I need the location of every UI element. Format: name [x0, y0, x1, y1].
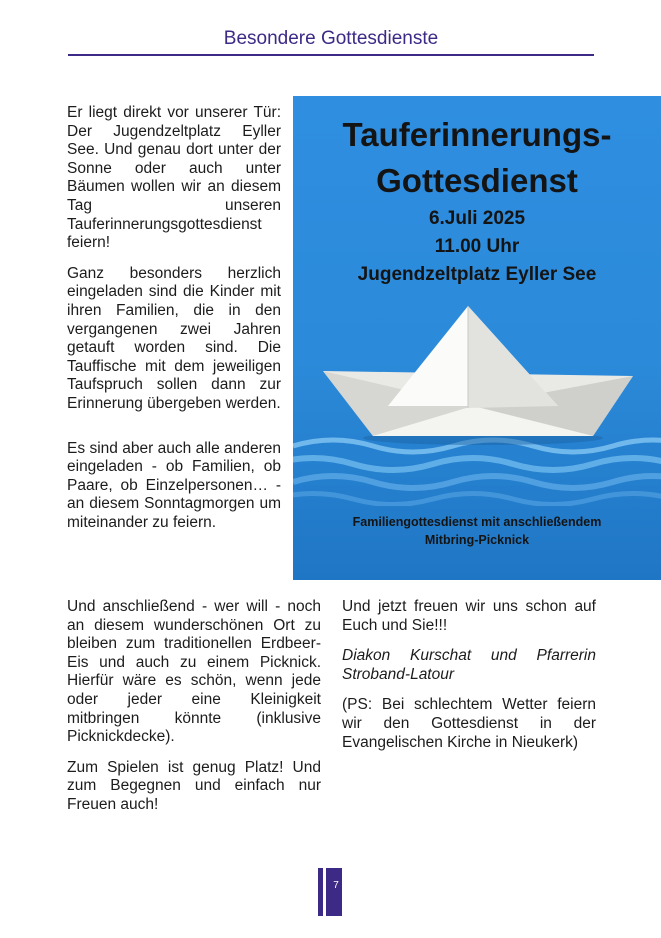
poster-location: Jugendzeltplatz Eyller See: [357, 264, 597, 285]
paragraph-play: Zum Spielen ist genug Platz! Und zum Begegnen und einfach nur Freuen auch!: [67, 758, 321, 813]
poster-title-line2: Gottesdienst: [376, 162, 578, 199]
event-poster: [293, 96, 661, 580]
paragraph-invitation-children: Ganz besonders herzlich eingeladen sind die Kinder mit ihren Familien, die in den vergangenen zwei Jahren getauft worden sind. Die Tauffische mit dem jeweiligen Taufspruch sollen dann zur Erinnerung übergeben werden.: [67, 264, 281, 412]
page-marker-icon: [318, 868, 342, 916]
left-column-bottom: [67, 598, 321, 827]
paragraph-closing: Und jetzt freuen wir uns schon auf Euch und Sie!!!: [342, 598, 596, 634]
paragraph-invitation-all: Es sind aber auch alle anderen eingeladen - ob Familien, ob Paare, ob Einzelpersonen… - an diesem Sonntagmorgen um miteinander zu feiern.: [67, 439, 281, 531]
poster-title-line1: Tauferinnerungs-: [342, 116, 612, 153]
paragraph-intro: Er liegt direkt vor unserer Tür: Der Jugendzeltplatz Eyller See. Und genau dort unter der Sonne oder auch unter Bäumen wollen wir an diesem Tag unseren Tauferinnerungsgottesdienst feiern!: [67, 104, 281, 252]
poster-footer-line2: Mitbring-Picknick: [424, 533, 530, 547]
signature: Diakon Kurschat und Pfarrerin Stroband-Latour: [342, 647, 596, 683]
poster-date: 6.Juli 2025: [428, 208, 526, 229]
poster-footer-line1: Familiengottesdienst mit anschließendem: [352, 515, 602, 529]
poster-time: 11.00 Uhr: [434, 236, 520, 257]
paragraph-ps-weather: (PS: Bei schlechtem Wetter feiern wir den Gottesdienst in der Evangelischen Kirche in Nieukerk): [342, 696, 596, 751]
right-column-bottom: [342, 598, 596, 764]
paragraph-afterwards: Und anschließend - wer will - noch an diesem wunderschönen Ort zu bleiben zum traditionellen Erdbeer-Eis und auch zu einem Picknick. Hierfür wäre es schön, wenn jede oder jeder eine Kleinigkeit mitbringen könnte (inklusive Picknickdecke).: [67, 598, 321, 746]
page-header-title: Besondere Gottesdienste: [223, 28, 439, 49]
paper-boat-on-water-image: [293, 296, 661, 506]
page-number: 7: [333, 880, 339, 891]
header-divider: [68, 54, 594, 56]
left-column-top: [67, 104, 281, 544]
